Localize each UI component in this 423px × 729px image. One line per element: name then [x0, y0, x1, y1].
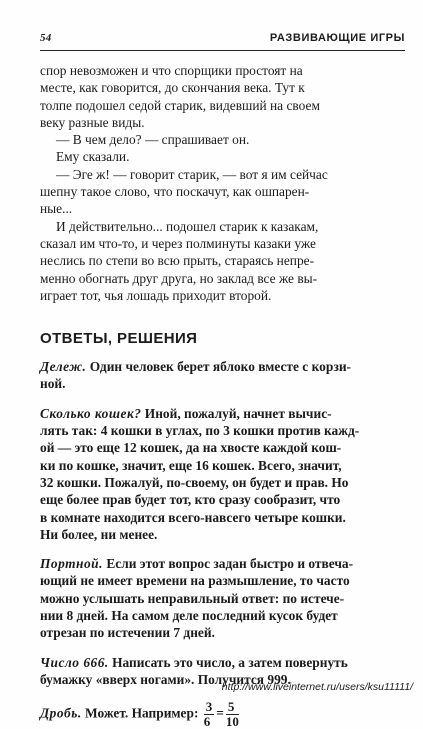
text-line: Ему сказали. [56, 149, 130, 165]
answer-fraction [40, 700, 405, 729]
story-paragraph-5 [40, 218, 405, 304]
answer-text: Может. Например: [81, 705, 202, 721]
text-line: лять так: 4 кошки в углах, по 3 кошки против кажд- [40, 423, 360, 439]
section-title: РАЗВИВАЮЩИЕ ИГРЫ [269, 32, 405, 44]
answer-term: Портной. [40, 556, 103, 572]
spacer [40, 543, 405, 555]
text-line: ой — это еще 12 кошек, да на хвосте каждой кош- [40, 440, 342, 456]
text-line: неслись по степи во всю прыть, стараясь непре- [40, 253, 315, 269]
text-line: еще более прав будет тот, кто сразу сообразит, что [40, 492, 341, 508]
source-watermark: http://www.liveinternet.ru/users/ksu11111/ [221, 681, 413, 693]
fraction-numerator: 3 [205, 699, 213, 715]
answer-term: Число 666. [40, 654, 109, 670]
fraction-numerator: 5 [226, 700, 239, 715]
story-paragraph-2 [40, 131, 405, 148]
fraction-left [204, 700, 215, 729]
answer-cats [40, 405, 405, 543]
text-line: веку разные виды. [40, 114, 145, 130]
page-number: 54 [40, 32, 52, 44]
text-line: ные... [40, 201, 73, 217]
fraction-right [226, 700, 239, 729]
answer-term: Дележ. [40, 359, 87, 375]
text-line: 32 кошки. Пожалуй, по-своему, он будет и прав. Но [40, 474, 349, 490]
equals-sign: = [216, 705, 224, 721]
page-header [40, 30, 405, 51]
page-content [40, 62, 405, 729]
text-line: можно услышать неправильный ответ: по истече- [40, 590, 345, 606]
answer-text: Если этот вопрос задан быстро и отвеча- [102, 556, 354, 572]
text-line: толпе подошел седой старик, видевший на своем [40, 97, 320, 113]
text-line: ющий не имеет времени на размышление, то часто [40, 573, 350, 589]
answer-text: Написать это число, а затем повернуть [108, 654, 348, 670]
text-line [40, 358, 405, 375]
answer-delezh [40, 358, 405, 393]
text-line: И действительно... подошел старик к казакам, [56, 218, 319, 234]
story-paragraph-1 [40, 62, 405, 131]
text-line: ки по кошке, значит, еще 16 кошек. Всего, значит, [40, 457, 342, 473]
text-line: бумажку «вверх ногами». Получится 999. [40, 671, 291, 687]
spacer [40, 642, 405, 654]
text-line: нии 8 дней. На самом деле последний кусок будет [40, 608, 338, 624]
answer-term: Сколько кошек? [40, 405, 142, 421]
spacer [40, 393, 405, 405]
text-line [40, 654, 405, 671]
answer-text: Один человек берет яблоко вместе с корзи- [86, 359, 351, 375]
text-line: играет тот, чья лошадь приходит второй. [40, 287, 272, 303]
answer-term: Дробь. [40, 705, 82, 721]
story-paragraph-3 [40, 148, 405, 165]
fraction-denominator: 10 [225, 714, 239, 729]
story-paragraph-4 [40, 166, 405, 218]
text-line: месте, как говорится, до скончания века. Тут к [40, 80, 305, 96]
text-line: ной. [40, 376, 66, 392]
answer-text: Иной, пожалуй, начнет вычис- [141, 405, 332, 421]
answers-heading: ОТВЕТЫ, РЕШЕНИЯ [40, 330, 198, 348]
text-line: в комнате находится всего-навсего четыре кошки. [40, 509, 346, 525]
text-line [40, 405, 405, 422]
fraction-denominator: 6 [203, 714, 211, 729]
text-line: сказал им что-то, и через полминуты казаки уже [40, 235, 316, 251]
text-line: шепну такое слово, что поскачут, как ошпарен- [40, 184, 310, 200]
text-line: отрезан по истечении 7 дней. [40, 625, 215, 641]
text-line: — В чем дело? — спрашивает он. [56, 132, 250, 148]
text-line: менно обогнать друг друга, но заклад все же вы- [40, 270, 318, 286]
text-line: — Эге ж! — говорит старик, — вот я им сейчас [56, 166, 328, 182]
answer-tailor [40, 555, 405, 641]
text-line [40, 555, 405, 572]
text-line: спор невозможен и что спорщики простоят на [40, 63, 303, 78]
text-line: Ни более, ни менее. [40, 526, 158, 542]
